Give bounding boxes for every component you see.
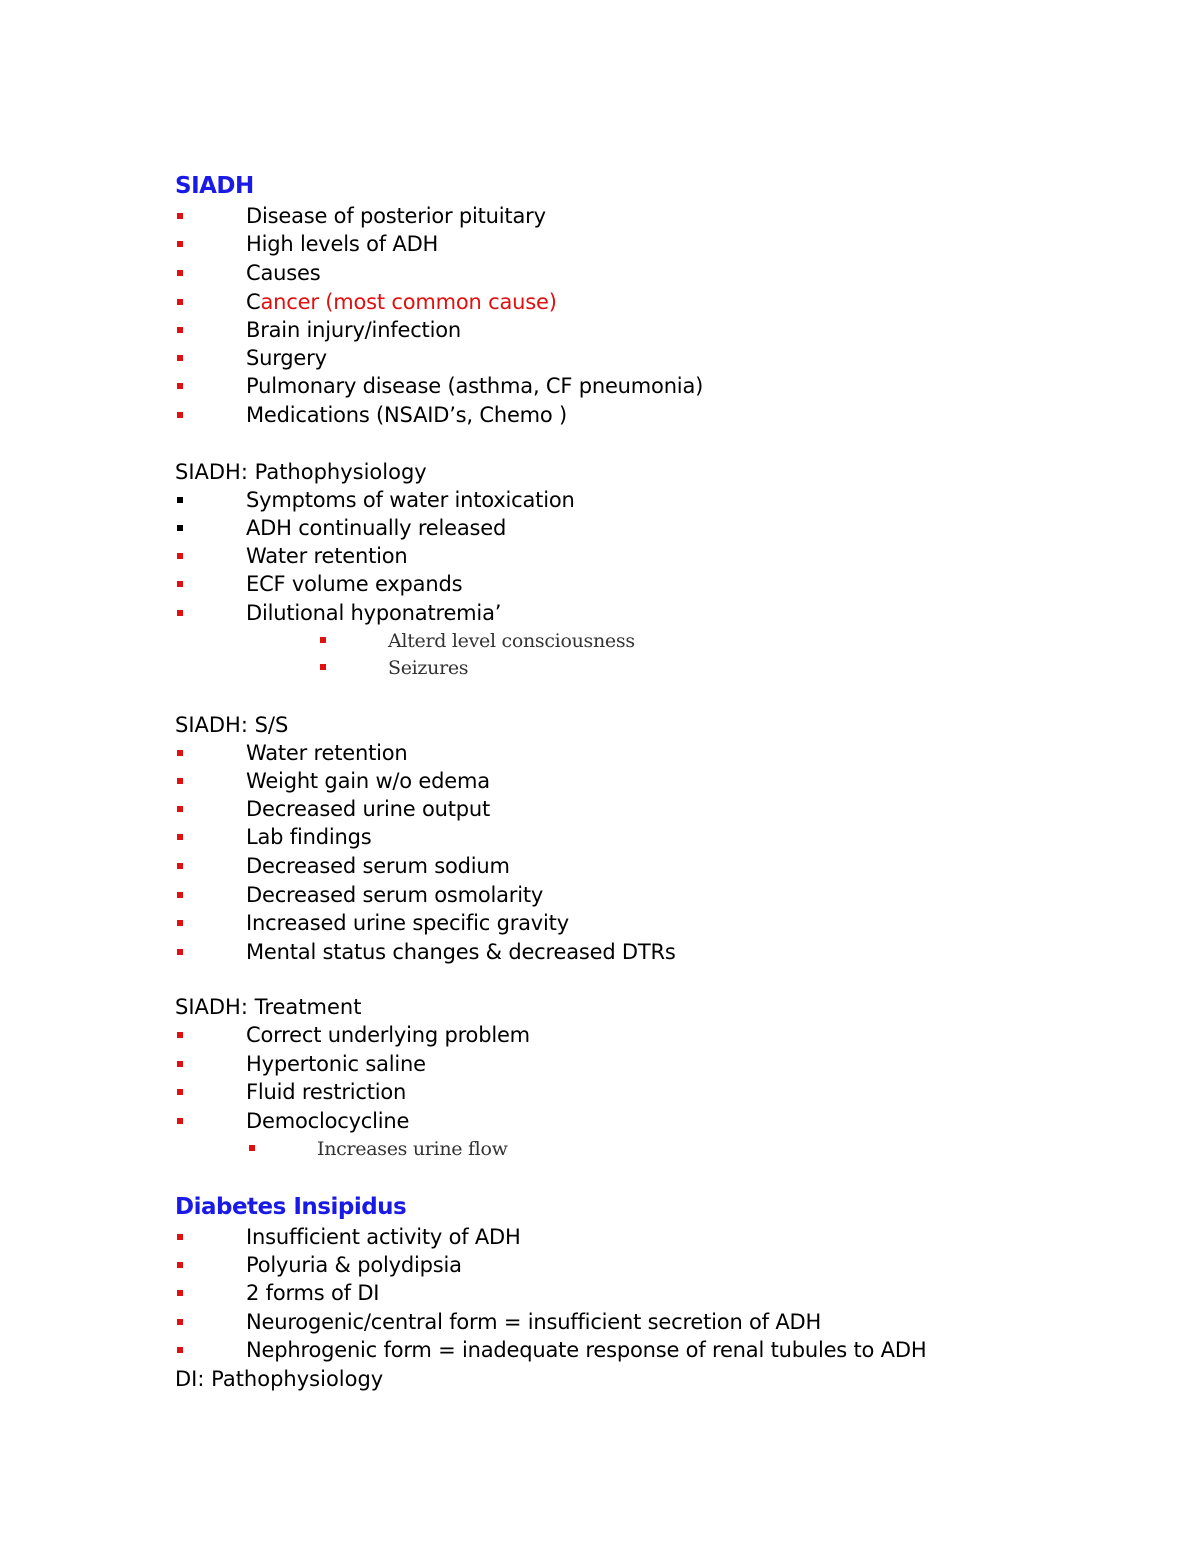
sub-list-item-text: Seizures xyxy=(388,657,469,679)
bullet-icon xyxy=(177,863,183,869)
bullet-icon xyxy=(177,412,183,418)
list-item-text: Decreased serum osmolarity xyxy=(246,883,544,907)
list-item-text: Dilutional hyponatremia’ xyxy=(246,601,502,625)
list-item-text: Medications (NSAID’s, Chemo ) xyxy=(246,403,568,427)
bullet-icon xyxy=(177,1319,183,1325)
sub-list-item-text: Increases urine flow xyxy=(317,1138,508,1160)
bullet-icon xyxy=(320,664,326,670)
diabetes-insipidus-heading: Diabetes Insipidus xyxy=(175,1194,407,1220)
bullet-icon xyxy=(177,270,183,276)
bullet-icon xyxy=(177,525,183,531)
list-item-text: Polyuria & polydipsia xyxy=(246,1253,462,1277)
cancer-first-letter: C xyxy=(246,290,261,314)
di-pathophysiology-heading: DI: Pathophysiology xyxy=(175,1367,384,1391)
list-item-text: Decreased urine output xyxy=(246,797,491,821)
list-item-text: Increased urine specific gravity xyxy=(246,911,569,935)
bullet-icon xyxy=(177,806,183,812)
list-item-text: Neurogenic/central form = insufficient secretion of ADH xyxy=(246,1310,822,1334)
list-item-text: ECF volume expands xyxy=(246,572,463,596)
bullet-icon xyxy=(177,949,183,955)
bullet-icon xyxy=(177,1061,183,1067)
bullet-icon xyxy=(177,1347,183,1353)
bullet-icon xyxy=(177,241,183,247)
bullet-icon xyxy=(177,1234,183,1240)
bullet-icon xyxy=(177,497,183,503)
bullet-icon xyxy=(249,1145,255,1151)
bullet-icon xyxy=(177,1089,183,1095)
siadh-heading: SIADH xyxy=(175,173,254,199)
bullet-icon xyxy=(177,383,183,389)
list-item-text: Symptoms of water intoxication xyxy=(246,488,575,512)
pathophysiology-heading: SIADH: Pathophysiology xyxy=(175,460,427,484)
list-item-text: Democlocycline xyxy=(246,1109,410,1133)
list-item-text: Decreased serum sodium xyxy=(246,854,510,878)
bullet-icon xyxy=(177,610,183,616)
bullet-icon xyxy=(177,581,183,587)
sub-list-item-text: Alterd level consciousness xyxy=(388,630,635,652)
bullet-icon xyxy=(177,553,183,559)
cancer-highlight-text: ancer (most common cause) xyxy=(260,290,557,314)
bullet-icon xyxy=(177,355,183,361)
bullet-icon xyxy=(177,892,183,898)
list-item-text: Lab findings xyxy=(246,825,372,849)
bullet-icon xyxy=(177,1032,183,1038)
list-item-text: Water retention xyxy=(246,741,408,765)
list-item-text: Correct underlying problem xyxy=(246,1023,530,1047)
list-item-text: ADH continually released xyxy=(246,516,507,540)
list-item-text: Brain injury/infection xyxy=(246,318,461,342)
bullet-icon xyxy=(320,637,326,643)
bullet-icon xyxy=(177,778,183,784)
list-item-text: Hypertonic saline xyxy=(246,1052,426,1076)
bullet-icon xyxy=(177,834,183,840)
bullet-icon xyxy=(177,1262,183,1268)
list-item-text: Insufficient activity of ADH xyxy=(246,1225,521,1249)
list-item-text: 2 forms of DI xyxy=(246,1281,380,1305)
list-item-text: Surgery xyxy=(246,346,327,370)
bullet-icon xyxy=(177,1118,183,1124)
ss-heading: SIADH: S/S xyxy=(175,713,289,737)
bullet-icon xyxy=(177,299,183,305)
bullet-icon xyxy=(177,1290,183,1296)
list-item-text-highlight xyxy=(246,288,557,316)
list-item-text: Fluid restriction xyxy=(246,1080,407,1104)
list-item-text: Water retention xyxy=(246,544,408,568)
bullet-icon xyxy=(177,750,183,756)
bullet-icon xyxy=(177,213,183,219)
list-item-text: Weight gain w/o edema xyxy=(246,769,490,793)
treatment-heading: SIADH: Treatment xyxy=(175,995,362,1019)
list-item-text: High levels of ADH xyxy=(246,232,439,256)
bullet-icon xyxy=(177,327,183,333)
list-item-text: Causes xyxy=(246,261,321,285)
bullet-icon xyxy=(177,920,183,926)
list-item-text: Mental status changes & decreased DTRs xyxy=(246,940,676,964)
list-item-text: Disease of posterior pituitary xyxy=(246,204,546,228)
list-item-text: Pulmonary disease (asthma, CF pneumonia) xyxy=(246,374,704,398)
list-item-text: Nephrogenic form = inadequate response of renal tubules to ADH xyxy=(246,1338,927,1362)
